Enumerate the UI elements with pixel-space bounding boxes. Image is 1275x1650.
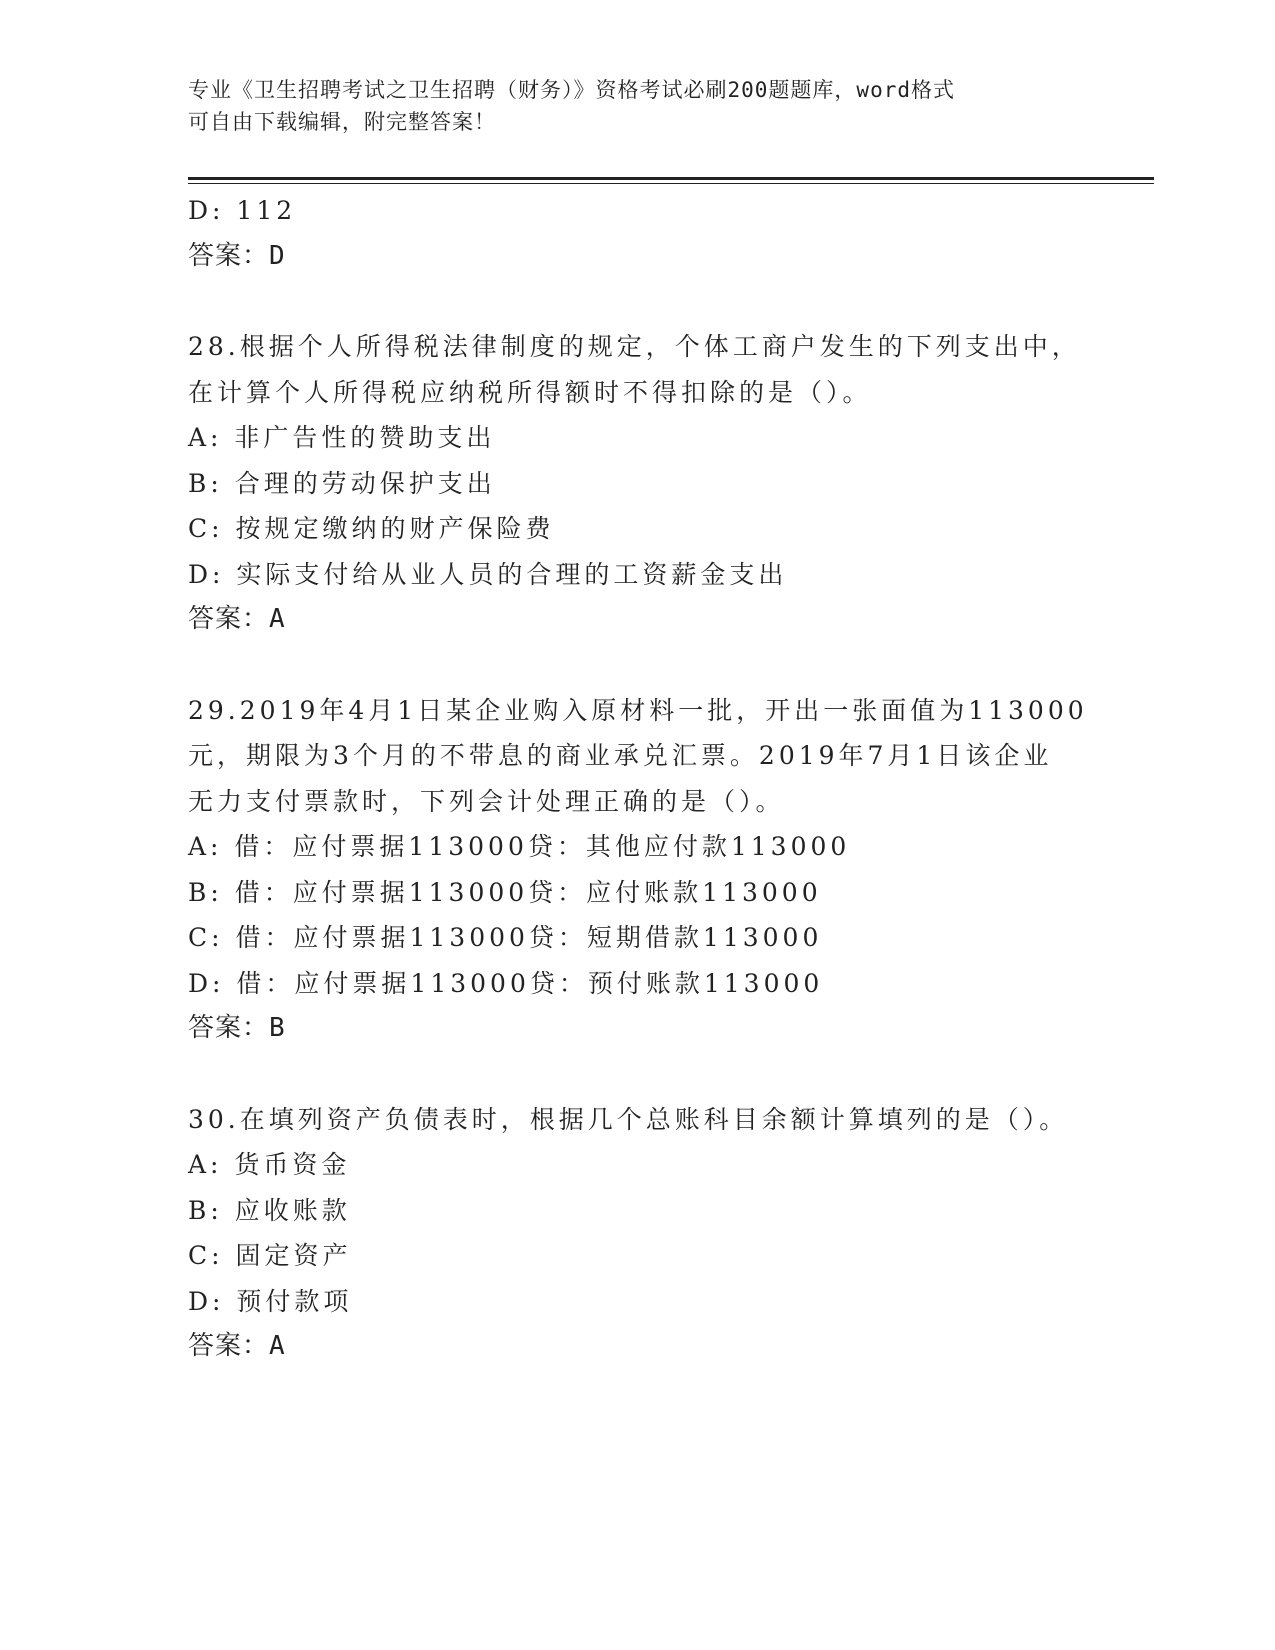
option-b: B: 应收账款 <box>188 1195 351 1225</box>
header-divider-thin <box>188 183 1154 184</box>
option-d: D: 实际支付给从业人员的合理的工资薪金支出 <box>188 559 788 589</box>
option-d: D: 借：应付票据113000贷：预付账款113000 <box>188 968 824 998</box>
option-a: A: 货币资金 <box>188 1150 351 1179</box>
question-30 <box>188 1097 1088 1370</box>
option-c: C: 按规定缴纳的财产保险费 <box>188 514 555 543</box>
question-stem-line: 无力支付票款时，下列会计处理正确的是（）。 <box>188 786 785 816</box>
option-a: A: 非广告性的赞助支出 <box>188 423 496 452</box>
option-c: C: 固定资产 <box>188 1241 352 1270</box>
answer-line: 答案：A <box>188 604 286 634</box>
option-b: B: 借：应付票据113000贷：应付账款113000 <box>188 877 822 907</box>
question-stem-line: 28.根据个人所得税法律制度的规定，个体工商户发生的下列支出中， <box>188 332 1081 361</box>
header-line-2: 可自由下载编辑，附完整答案！ <box>188 110 496 134</box>
option-b: B: 合理的劳动保护支出 <box>188 468 496 498</box>
answer-line: 答案：D <box>188 240 286 271</box>
option-d: D: 112 <box>188 196 297 225</box>
previous-question-tail <box>188 188 1088 279</box>
question-stem-line: 30.在填列资产负债表时，根据几个总账科目余额计算填列的是（）。 <box>188 1104 1069 1134</box>
question-28 <box>188 324 1088 643</box>
answer-line: 答案：A <box>188 1331 286 1361</box>
question-list <box>188 188 1088 1370</box>
option-d: D: 预付款项 <box>188 1286 353 1316</box>
answer-line: 答案：B <box>188 1013 286 1043</box>
header-line-1: 专业《卫生招聘考试之卫生招聘（财务）》资格考试必刷200题题库，word格式 <box>188 78 955 102</box>
question-stem-line: 元，期限为3个月的不带息的商业承兑汇票。2019年7月1日该企业 <box>188 741 1053 770</box>
question-stem-line: 29.2019年4月1日某企业购入原材料一批，开出一张面值为113000 <box>188 695 1088 725</box>
option-c: C: 借：应付票据113000贷：短期借款113000 <box>188 923 823 952</box>
header-divider-thick <box>188 177 1154 180</box>
document-header <box>188 74 1068 138</box>
option-a: A: 借：应付票据113000贷：其他应付款113000 <box>188 832 851 861</box>
question-29 <box>188 688 1088 1052</box>
question-stem-line: 在计算个人所得税应纳税所得额时不得扣除的是（）。 <box>188 377 872 407</box>
